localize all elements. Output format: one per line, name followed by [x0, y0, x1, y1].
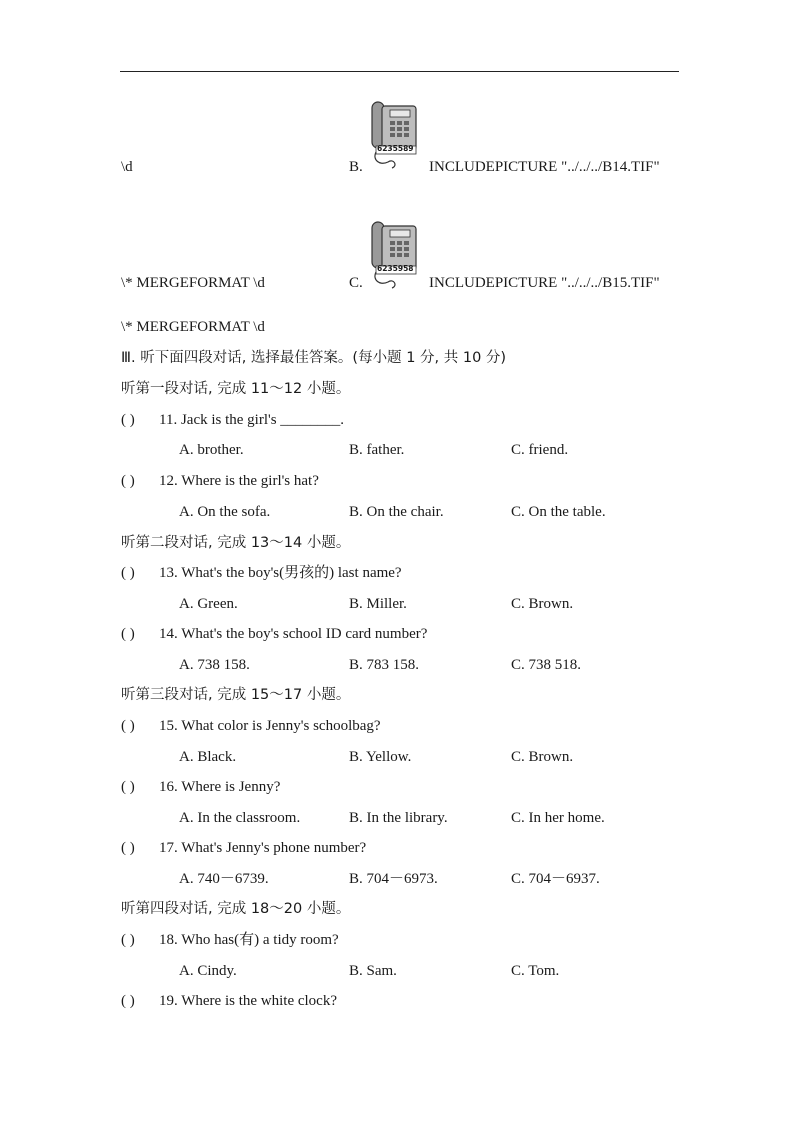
option-c-label: C.	[349, 275, 363, 291]
option-a: A. 740－6739.	[179, 871, 269, 887]
option-a: A. Black.	[179, 749, 237, 765]
question-text: 11. Jack is the girl's ________.	[159, 412, 345, 428]
question-text: 19. Where is the white clock?	[159, 993, 337, 1009]
option-a: A. Green.	[179, 596, 238, 612]
question-text: 16. Where is Jenny?	[159, 779, 281, 795]
field-code-merge-1: \* MERGEFORMAT \d	[121, 275, 265, 291]
question-text: 15. What color is Jenny's schoolbag?	[159, 718, 381, 734]
section-heading: Ⅲ. 听下面四段对话, 选择最佳答案。(每小题 1 分, 共 10 分)	[121, 350, 507, 366]
option-a: A. brother.	[179, 442, 244, 458]
option-a: A. 738 158.	[179, 657, 250, 673]
option-c: C. In her home.	[511, 810, 605, 826]
option-c: C. 704－6937.	[511, 871, 600, 887]
option-b: B. In the library.	[349, 810, 448, 826]
question-text: 17. What's Jenny's phone number?	[159, 840, 367, 856]
answer-blank[interactable]: ( )	[121, 779, 135, 795]
option-b: B. Yellow.	[349, 749, 412, 765]
answer-blank[interactable]: ( )	[121, 565, 135, 581]
dialogue-intro: 听第四段对话, 完成 18～20 小题。	[121, 901, 351, 917]
answer-blank[interactable]: ( )	[121, 932, 135, 948]
header-rule	[120, 71, 679, 72]
question-text: 18. Who has(有) a tidy room?	[159, 932, 339, 948]
field-code-merge-2: \* MERGEFORMAT \d	[121, 319, 265, 335]
dialogue-intro: 听第一段对话, 完成 11～12 小题。	[121, 381, 351, 397]
option-b: B. 783 158.	[349, 657, 420, 673]
option-b-label: B.	[349, 159, 363, 175]
option-a: A. Cindy.	[179, 963, 237, 979]
dialogue-intro: 听第三段对话, 完成 15～17 小题。	[121, 687, 351, 703]
include-picture-b15: INCLUDEPICTURE "../../../B15.TIF"	[429, 275, 660, 291]
answer-blank[interactable]: ( )	[121, 840, 135, 856]
option-b: B. father.	[349, 442, 405, 458]
option-c: C. Brown.	[511, 749, 574, 765]
answer-blank[interactable]: ( )	[121, 993, 135, 1009]
field-code-d: \d	[121, 159, 133, 175]
option-c: C. On the table.	[511, 504, 606, 520]
answer-blank[interactable]: ( )	[121, 412, 135, 428]
option-a: A. On the sofa.	[179, 504, 271, 520]
option-c: C. Tom.	[511, 963, 560, 979]
telephone-c-image	[368, 220, 420, 290]
option-b: B. Sam.	[349, 963, 397, 979]
question-text: 14. What's the boy's school ID card number?	[159, 626, 428, 642]
option-a: A. In the classroom.	[179, 810, 301, 826]
question-text: 13. What's the boy's(男孩的) last name?	[159, 565, 402, 581]
answer-blank[interactable]: ( )	[121, 473, 135, 489]
question-text: 12. Where is the girl's hat?	[159, 473, 319, 489]
phone-number-c: 6235958	[377, 264, 414, 273]
option-b: B. On the chair.	[349, 504, 444, 520]
telephone-b-image	[368, 100, 420, 170]
option-b: B. 704－6973.	[349, 871, 438, 887]
answer-blank[interactable]: ( )	[121, 718, 135, 734]
option-c: C. 738 518.	[511, 657, 582, 673]
option-b: B. Miller.	[349, 596, 407, 612]
include-picture-b14: INCLUDEPICTURE "../../../B14.TIF"	[429, 159, 660, 175]
telephone-icon	[368, 220, 420, 290]
phone-number-b: 6235589	[377, 144, 414, 153]
option-c: C. Brown.	[511, 596, 574, 612]
telephone-icon	[368, 100, 420, 170]
answer-blank[interactable]: ( )	[121, 626, 135, 642]
option-c: C. friend.	[511, 442, 569, 458]
dialogue-intro: 听第二段对话, 完成 13～14 小题。	[121, 535, 351, 551]
